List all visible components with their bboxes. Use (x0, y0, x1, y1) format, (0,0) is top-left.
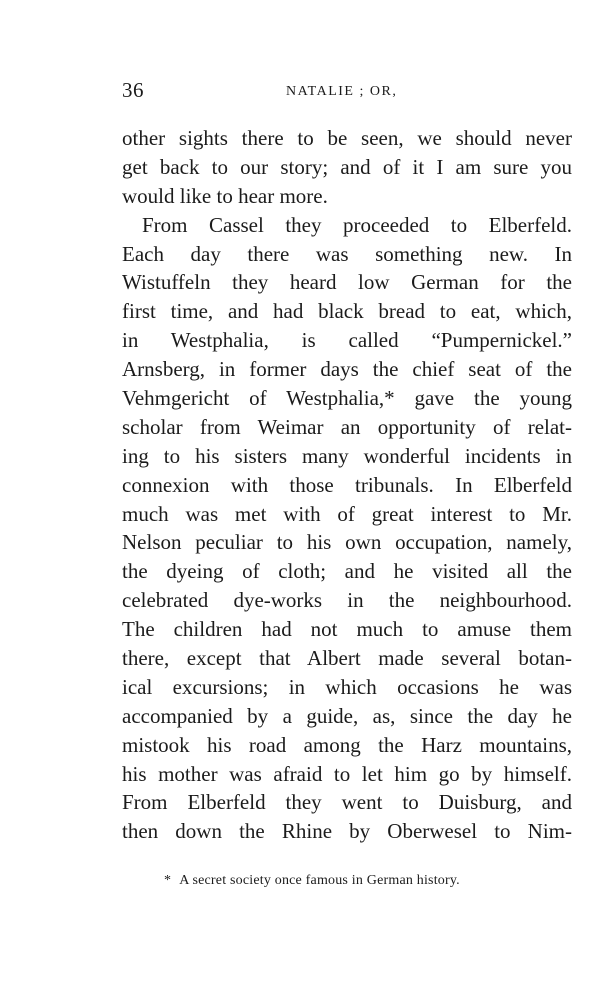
footnote-text: A secret society once famous in German history. (179, 873, 460, 888)
text-line: Arnsberg, in former days the chief seat of the (122, 357, 572, 382)
text-line: From Cassel they proceeded to Elberfeld. (142, 212, 572, 237)
text-line: his mother was afraid to let him go by himself. (122, 761, 572, 786)
text-line: other sights there to be seen, we should never (122, 126, 572, 150)
text-line: Wistuffeln they heard low German for the (122, 270, 572, 295)
text-line: accompanied by a guide, as, since the day he (122, 703, 572, 728)
text-line: there, except that Albert made several botan- (122, 646, 572, 671)
text-line: From Elberfeld they went to Duisburg, and (122, 790, 572, 815)
text-line: then down the Rhine by Oberwesel to Nim- (122, 819, 572, 844)
text-line: Vehmgericht of Westphalia,* gave the young (122, 386, 572, 411)
text-line: Each day there was something new. In (122, 241, 572, 266)
text-line: ing to his sisters many wonderful incidents in (122, 443, 572, 468)
footnote (164, 873, 460, 889)
text-line: scholar from Weimar an opportunity of relat- (122, 414, 572, 439)
text-line: get back to our story; and of it I am sure you (122, 154, 572, 179)
text-line: connexion with those tribunals. In Elberfeld (122, 472, 572, 497)
text-line: celebrated dye-works in the neighbourhood. (122, 588, 572, 613)
text-line: in Westphalia, is called “Pumpernickel.” (122, 328, 572, 353)
footnote-mark: * (164, 873, 172, 888)
page-number: 36 (122, 78, 144, 102)
text-line: ical excursions; in which occasions he was (122, 674, 572, 699)
text-line: the dyeing of cloth; and he visited all the (122, 559, 572, 584)
text-line: The children had not much to amuse them (122, 617, 572, 642)
running-head: NATALIE ; OR, (286, 84, 398, 99)
text-line: Nelson peculiar to his own occupation, namely, (122, 530, 572, 555)
body-text (122, 124, 572, 846)
text-line: would like to hear more. (122, 183, 328, 208)
text-line: much was met with of great interest to Mr. (122, 501, 572, 526)
text-line: first time, and had black bread to eat, which, (122, 299, 572, 324)
page-header (122, 78, 572, 104)
text-line: mistook his road among the Harz mountains, (122, 732, 572, 757)
